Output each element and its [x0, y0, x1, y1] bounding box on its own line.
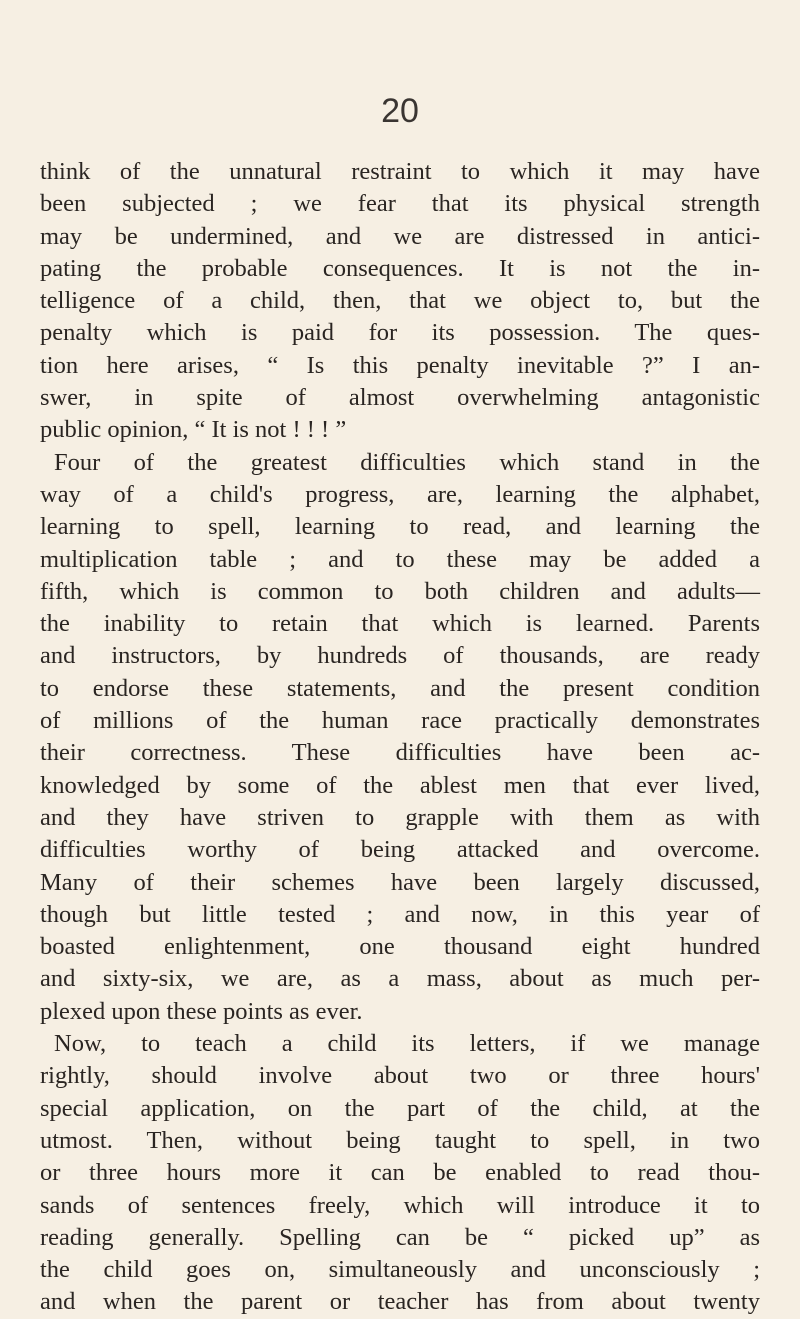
text-line: way of a child's progress, are, learning the alphabet, [40, 480, 760, 508]
text-line: and instructors, by hundreds of thousands, are ready [40, 642, 760, 670]
page-number: 20 [381, 92, 419, 130]
text-line: and they have striven to grapple with them as with [40, 803, 760, 831]
text-line: the child goes on, simultaneously and unconsciously ; [40, 1256, 760, 1284]
body-text [40, 156, 760, 1319]
text-line: telligence of a child, then, that we object to, but the [40, 287, 760, 315]
text-line: though but little tested ; and now, in this year of [40, 900, 760, 928]
text-line: and when the parent or teacher has from about twenty [40, 1288, 760, 1316]
text-line: Many of their schemes have been largely discussed, [40, 868, 760, 896]
text-line: fifth, which is common to both children and adults— [40, 577, 760, 605]
text-line: boasted enlightenment, one thousand eight hundred [40, 933, 760, 961]
text-line: swer, in spite of almost overwhelming antagonistic [40, 384, 760, 412]
text-line: special application, on the part of the child, at the [40, 1094, 760, 1122]
text-line: rightly, should involve about two or three hours' [40, 1062, 760, 1090]
text-line: and sixty-six, we are, as a mass, about as much per- [40, 965, 760, 993]
text-line: reading generally. Spelling can be “ picked up” as [40, 1223, 760, 1251]
text-line: knowledged by some of the ablest men that ever lived, [40, 771, 760, 799]
text-line: learning to spell, learning to read, and learning the [40, 513, 760, 541]
text-line: tion here arises, “ Is this penalty inevitable ?” I an- [40, 351, 760, 379]
text-line: may be undermined, and we are distressed in antici- [40, 222, 760, 250]
text-line: difficulties worthy of being attacked and overcome. [40, 836, 760, 864]
text-line: pating the probable consequences. It is not the in- [40, 254, 760, 282]
text-line: the inability to retain that which is learned. Parents [40, 610, 760, 638]
text-line: penalty which is paid for its possession. The ques- [40, 319, 760, 347]
paragraph-start-line: Four of the greatest difficulties which stand in the [54, 448, 760, 476]
text-line: think of the unnatural restraint to which it may have [40, 158, 760, 185]
text-line: been subjected ; we fear that its physical strength [40, 190, 760, 218]
text-line: public opinion, “ It is not ! ! ! ” [40, 416, 347, 444]
text-line: utmost. Then, without being taught to spell, in two [40, 1126, 760, 1154]
paragraph-start-line: Now, to teach a child its letters, if we manage [54, 1030, 760, 1058]
text-line: multiplication table ; and to these may be added a [40, 545, 760, 573]
text-line: plexed upon these points as ever. [40, 997, 363, 1025]
text-line: or three hours more it can be enabled to read thou- [40, 1159, 760, 1187]
text-line: to endorse these statements, and the present condition [40, 674, 760, 702]
text-line: their correctness. These difficulties have been ac- [40, 739, 760, 767]
text-line: sands of sentences freely, which will introduce it to [40, 1191, 760, 1219]
text-line: of millions of the human race practically demonstrates [40, 707, 760, 735]
